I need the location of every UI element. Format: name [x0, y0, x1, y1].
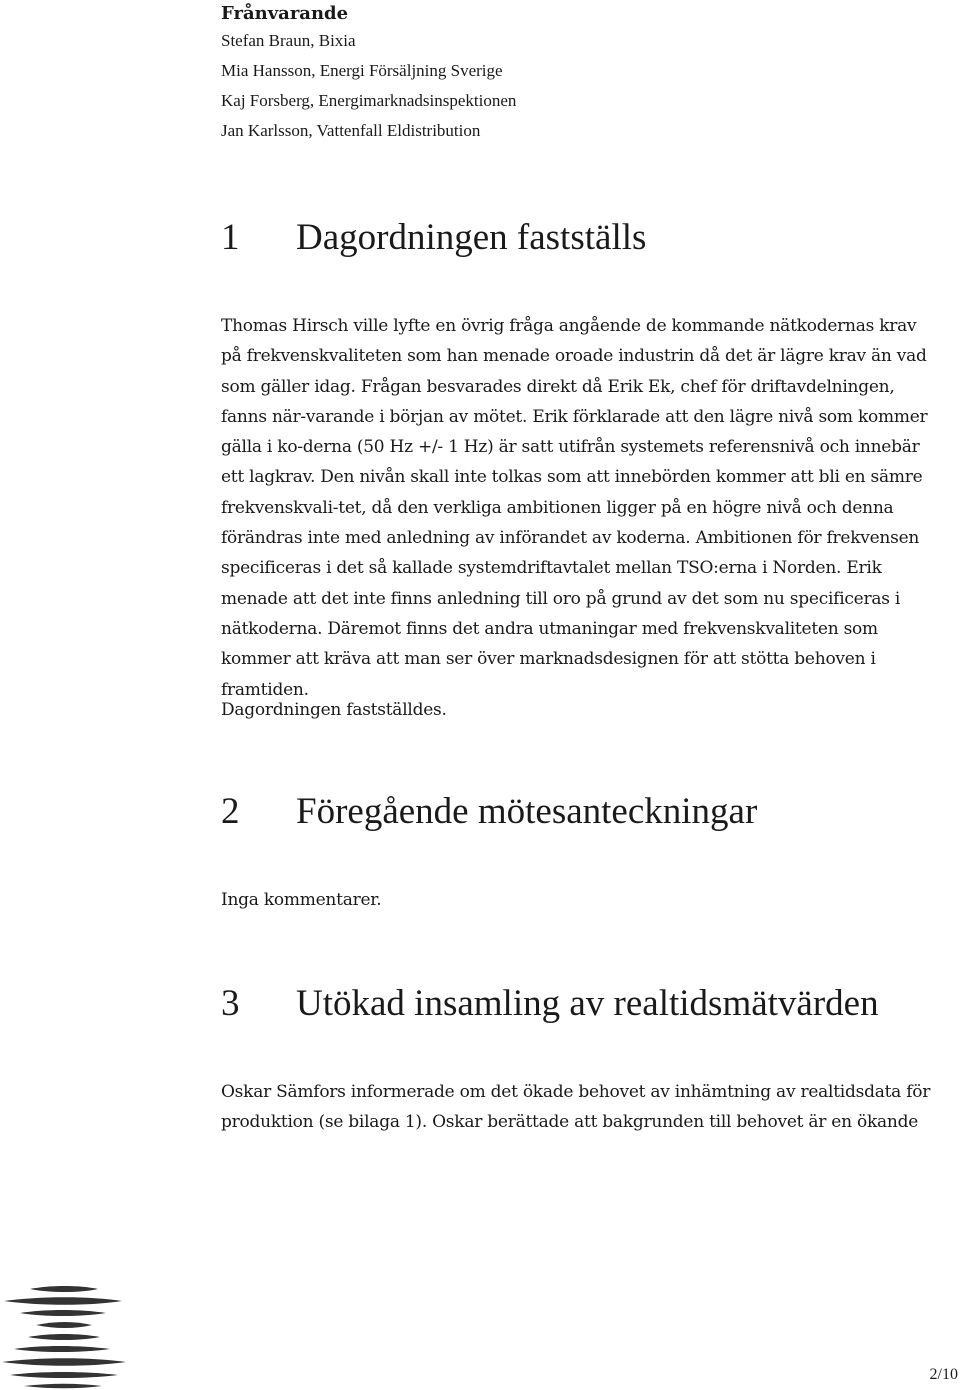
document-page	[221, 0, 941, 1133]
section-1-paragraph: Thomas Hirsch ville lyfte en övrig fråga angående de kommande nätkodernas krav på frekvenskvaliteten som han menade oroade industrin då det är lägre krav än vad som gäller idag. Frågan besvarades direkt då Erik Ek, chef för driftavdelningen, fanns när-varande i början av mötet. Erik förklarade att den lägre nivå som kommer gälla i ko-derna (50 Hz +/- 1 Hz) är satt utifrån systemets referensnivå och innebär ett lagkrav. Den nivån skall inte tolkas som att innebörden kommer att bli en sämre frekvenskvali-tet, då den verkliga ambitionen ligger på en högre nivå och denna förändras inte med anledning av införandet av koderna. Ambitionen för frekvensen specificeras i det så kallade systemdriftavtalet mellan TSO:erna i Norden. Erik menade att det inte finns anledning till oro på grund av det som nu specificeras i nätkoderna. Däremot finns det andra utmaningar med frekvenskvaliteten som kommer att kräva att man ser över marknadsdesignen för att stötta behoven i framtiden.	[221, 316, 928, 700]
section-heading-2: 2 Föregående mötesanteckningar	[221, 791, 758, 832]
section-heading-1: 1 Dagordningen fastställs	[221, 217, 647, 258]
absent-person: Mia Hansson, Energi Försäljning Sverige	[221, 61, 503, 80]
absent-section	[221, 2, 941, 146]
svenska-kraftnat-logo-icon	[0, 1285, 130, 1390]
section-heading-3: 3 Utökad insamling av realtidsmätvärden	[221, 983, 879, 1024]
section-3-paragraph: Oskar Sämfors informerade om det ökade behovet av inhämtning av realtidsdata för produktion (se bilaga 1). Oskar berättade att bakgrunden till behovet är en ökande	[221, 1082, 931, 1133]
absent-person: Stefan Braun, Bixia	[221, 31, 356, 50]
section-1-conclusion: Dagordningen fastställdes.	[221, 700, 447, 720]
absent-heading: Frånvarande	[221, 3, 349, 24]
absent-person: Kaj Forsberg, Energimarknadsinspektionen	[221, 91, 517, 110]
absent-list	[221, 26, 941, 146]
section-2-paragraph: Inga kommentarer.	[221, 890, 382, 910]
absent-person: Jan Karlsson, Vattenfall Eldistribution	[221, 121, 481, 140]
page-number: 2/10	[929, 1366, 958, 1383]
